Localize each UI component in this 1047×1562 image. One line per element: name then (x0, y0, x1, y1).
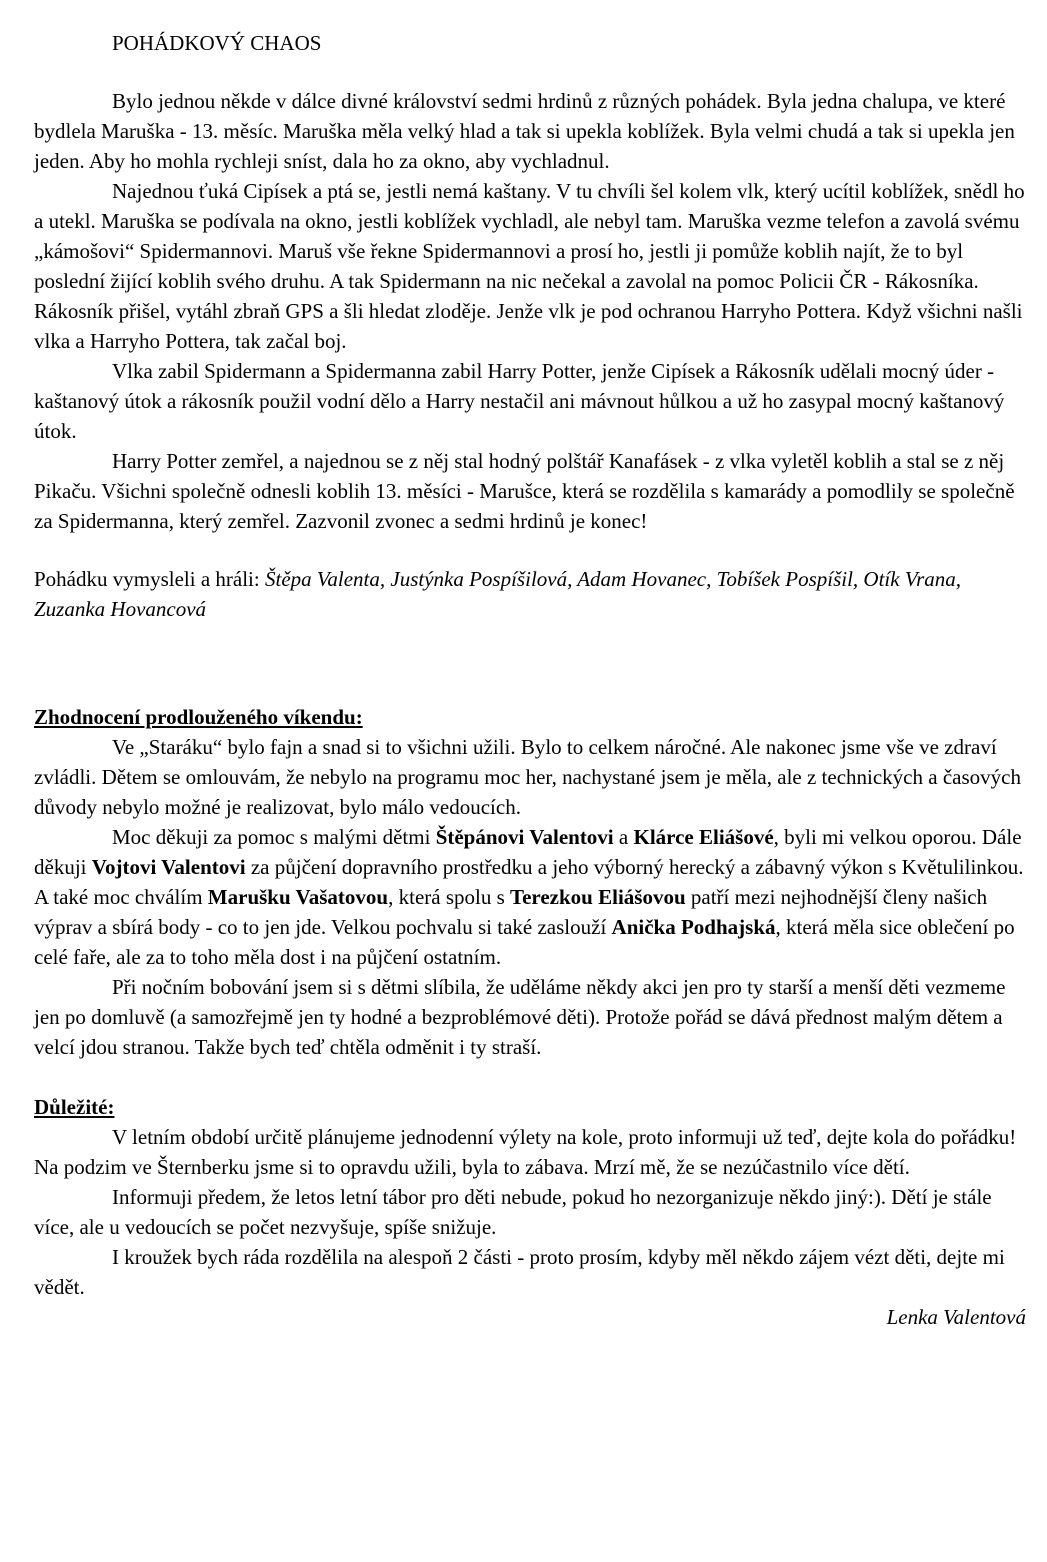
important-paragraph: I kroužek bych ráda rozdělila na alespoň 2 části - proto prosím, kdyby měl někdo zájem vézt děti, dejte mi vědět. (34, 1245, 1005, 1299)
story-title: POHÁDKOVÝ CHAOS (112, 31, 322, 55)
evaluation-heading: Zhodnocení prodlouženého víkendu: (34, 705, 363, 729)
name-highlight: Štěpánovi Valentovi (435, 825, 614, 849)
document-page (34, 20, 1026, 1332)
name-highlight: Terezkou Eliášovou (510, 885, 686, 909)
evaluation-paragraph: Ve „Staráku“ bylo fajn a snad si to všichni užili. Bylo to celkem náročné. Ale nakonec jsme vše ve zdraví zvládli. Dětem se omlouvám, že nebylo na programu moc her, nachystané jsem je měla, ale z technických a časových důvody nebylo možné je realizovat, bylo málo vedoucích. (34, 735, 1021, 819)
story-paragraph: Harry Potter zemřel, a najednou se z něj stal hodný polštář Kanafásek - z vlka vyletěl koblih a stal se z něj Pikaču. Všichni společně odnesli koblih 13. měsíci - Marušce, která se rozdělila s kamarády a pomodlily se společně za Spidermanna, který zemřel. Zazvonil zvonec a sedmi hrdinů je konec! (34, 449, 1015, 533)
evaluation-paragraph: Při nočním bobování jsem si s dětmi slíbila, že uděláme někdy akci jen pro ty starší a menší děti vezmeme jen po domluvě (a samozřejmě jen ty hodné a bezproblémové děti). Protože pořád se dává přednost malým dětem a velcí jdou stranou. Takže bych teď chtěla odměnit i ty straší. (34, 975, 1006, 1059)
evaluation-paragraph-thanks: Moc děkuji za pomoc s malými dětmi Štěpánovi Valentovi a Klárce Eliášové, byli mi velkou oporou. Dále děkuji Vojtovi Valentovi za půjčení dopravního prostředku a jeho výborný herecký a zábavný výkon s Květulilinkou. A také moc chválím Marušku Vašatovou, která spolu s Terezkou Eliášovou patří mezi nejhodnější členy našich výprav a sbírá body - co to jen jde. Velkou pochvalu si také zaslouží Anička Podhajská, která měla sice oblečení po celé faře, ale za to toho měla dost i na půjčení ostatním. (34, 825, 1024, 969)
important-paragraph: V letním období určitě plánujeme jednodenní výlety na kole, proto informuji už teď, dejte kola do pořádku! Na podzim ve Šternberku jsme si to opravdu užili, byla to zábava. Mrzí mě, že se nezúčastnilo více dětí. (34, 1125, 1017, 1179)
name-highlight: Anička Podhajská (611, 915, 776, 939)
story-credits (34, 564, 1026, 624)
name-highlight: Klárce Eliášové (633, 825, 774, 849)
signature: Lenka Valentová (886, 1305, 1026, 1329)
story-paragraph: Najednou ťuká Cipísek a ptá se, jestli nemá kaštany. V tu chvíli šel kolem vlk, který ucítil koblížek, snědl ho a utekl. Maruška se podívala na okno, jestli koblížek vychladl, ale nebyl tam. Maruška vezme telefon a zavolá svému „kámošovi“ Spidermannovi. Maruš vše řekne Spidermannovi a prosí ho, jestli ji pomůže koblih najít, že to byl poslední žijící koblih svého druhu. A tak Spidermann na nic nečekal a zavolal na pomoc Policii ČR - Rákosníka. Rákosník přišel, vytáhl zbraň GPS a šli hledat zloděje. Jenže vlk je pod ochranou Harryho Pottera. Když všichni našli vlka a Harryho Pottera, tak začal boj. (34, 179, 1025, 353)
credits-label: Pohádku vymysleli a hráli: (34, 567, 265, 591)
story-paragraph: Vlka zabil Spidermann a Spidermanna zabil Harry Potter, jenže Cipísek a Rákosník udělali mocný úder - kaštanový útok a rákosník použil vodní dělo a Harry nestačil ani mávnout hůlkou a už ho zasypal mocný kaštanový útok. (34, 359, 1005, 443)
credits-names: Štěpa Valenta, Justýnka Pospíšilová, Adam Hovanec, Tobíšek Pospíšil, Otík Vrana, Zuzanka Hovancová (34, 567, 962, 621)
story-paragraph: Bylo jednou někde v dálce divné království sedmi hrdinů z různých pohádek. Byla jedna chalupa, ve které bydlela Maruška - 13. měsíc. Maruška měla velký hlad a tak si upekla koblížek. Byla velmi chudá a tak si upekla jen jeden. Aby ho mohla rychleji sníst, dala ho za okno, aby vychladnul. (34, 89, 1015, 173)
name-highlight: Vojtovi Valentovi (91, 855, 246, 879)
name-highlight: Marušku Vašatovou (207, 885, 389, 909)
important-heading: Důležité: (34, 1095, 115, 1119)
important-paragraph: Informuji předem, že letos letní tábor pro děti nebude, pokud ho nezorganizuje někdo jiný:). Dětí je stále více, ale u vedoucích se počet nezvyšuje, spíše snižuje. (34, 1185, 992, 1239)
